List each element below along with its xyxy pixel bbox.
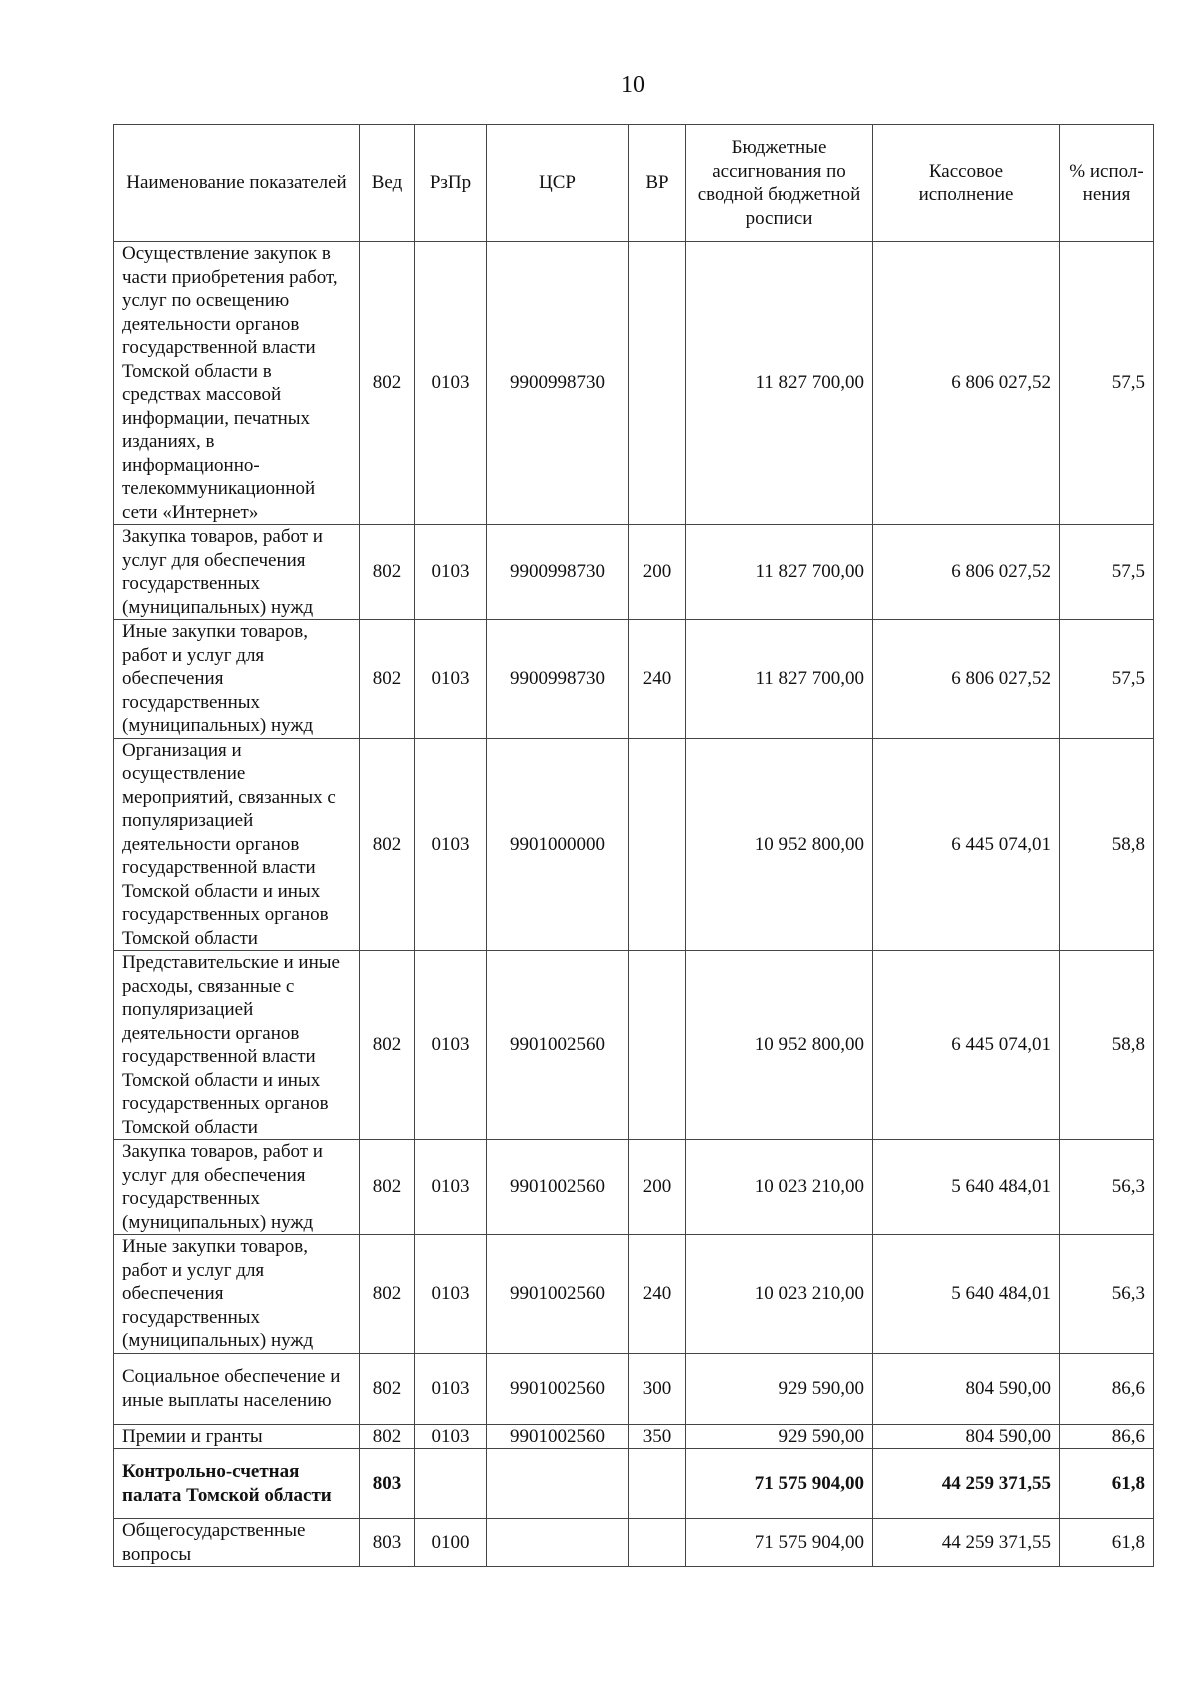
cell-assignments: 71 575 904,00	[686, 1519, 873, 1567]
table-row	[114, 242, 1154, 525]
cell-rzpr: 0103	[415, 242, 487, 525]
cell-vr: 240	[629, 1235, 686, 1354]
table-row	[114, 1449, 1154, 1519]
table-row	[114, 525, 1154, 620]
cell-rzpr: 0103	[415, 951, 487, 1140]
cell-assignments: 11 827 700,00	[686, 242, 873, 525]
cell-vr: 200	[629, 525, 686, 620]
table-row	[114, 738, 1154, 951]
cell-ved: 802	[360, 1140, 415, 1235]
header-rzpr: РзПр	[415, 125, 487, 242]
cell-percent: 57,5	[1060, 525, 1154, 620]
cell-cash-execution: 804 590,00	[873, 1353, 1060, 1424]
header-cash-execution: Кассовое исполнение	[873, 125, 1060, 242]
cell-percent: 86,6	[1060, 1353, 1154, 1424]
cell-ved: 803	[360, 1449, 415, 1519]
cell-cash-execution: 44 259 371,55	[873, 1449, 1060, 1519]
cell-vr	[629, 738, 686, 951]
cell-assignments: 929 590,00	[686, 1424, 873, 1449]
cell-cash-execution: 6 445 074,01	[873, 951, 1060, 1140]
cell-name: Закупка товаров, работ и услуг для обеспечения государственных (муниципальных) нужд	[114, 525, 360, 620]
header-vr: ВР	[629, 125, 686, 242]
table-row	[114, 1235, 1154, 1354]
table-row	[114, 1424, 1154, 1449]
budget-execution-table	[113, 124, 1154, 1567]
cell-ved: 802	[360, 620, 415, 739]
cell-csr: 9901000000	[487, 738, 629, 951]
cell-rzpr: 0103	[415, 1424, 487, 1449]
cell-cash-execution: 804 590,00	[873, 1424, 1060, 1449]
cell-name: Контрольно-счетная палата Томской области	[114, 1449, 360, 1519]
table-row	[114, 1519, 1154, 1567]
cell-percent: 61,8	[1060, 1519, 1154, 1567]
cell-vr: 300	[629, 1353, 686, 1424]
cell-name: Социальное обеспечение и иные выплаты населению	[114, 1353, 360, 1424]
cell-csr: 9900998730	[487, 620, 629, 739]
cell-assignments: 10 023 210,00	[686, 1140, 873, 1235]
cell-vr	[629, 951, 686, 1140]
cell-csr: 9900998730	[487, 242, 629, 525]
cell-cash-execution: 6 806 027,52	[873, 525, 1060, 620]
cell-rzpr: 0103	[415, 1235, 487, 1354]
cell-csr	[487, 1519, 629, 1567]
cell-assignments: 929 590,00	[686, 1353, 873, 1424]
cell-rzpr: 0103	[415, 1140, 487, 1235]
cell-csr: 9901002560	[487, 1235, 629, 1354]
cell-vr: 350	[629, 1424, 686, 1449]
cell-rzpr: 0103	[415, 1353, 487, 1424]
header-percent: % испол-нения	[1060, 125, 1154, 242]
cell-csr: 9901002560	[487, 1140, 629, 1235]
cell-csr: 9901002560	[487, 951, 629, 1140]
cell-percent: 86,6	[1060, 1424, 1154, 1449]
header-assignments: Бюджетные ассигнования по сводной бюджетной росписи	[686, 125, 873, 242]
cell-csr: 9901002560	[487, 1424, 629, 1449]
cell-cash-execution: 6 806 027,52	[873, 620, 1060, 739]
cell-percent: 56,3	[1060, 1235, 1154, 1354]
cell-csr	[487, 1449, 629, 1519]
cell-cash-execution: 6 806 027,52	[873, 242, 1060, 525]
cell-ved: 802	[360, 1424, 415, 1449]
cell-percent: 57,5	[1060, 620, 1154, 739]
cell-name: Иные закупки товаров, работ и услуг для обеспечения государственных (муниципальных) нужд	[114, 1235, 360, 1354]
cell-vr	[629, 242, 686, 525]
cell-ved: 802	[360, 525, 415, 620]
cell-cash-execution: 5 640 484,01	[873, 1140, 1060, 1235]
cell-percent: 61,8	[1060, 1449, 1154, 1519]
cell-cash-execution: 44 259 371,55	[873, 1519, 1060, 1567]
cell-vr	[629, 1449, 686, 1519]
cell-name: Организация и осуществление мероприятий, связанных с популяризацией деятельности органов государственной власти Томской области и иных государственных органов Томской области	[114, 738, 360, 951]
table-row	[114, 620, 1154, 739]
cell-assignments: 10 952 800,00	[686, 951, 873, 1140]
cell-name: Осуществление закупок в части приобретения работ, услуг по освещению деятельности органов государственной власти Томской области в средствах массовой информации, печатных изданиях, в информационно-телекоммуникационной сети «Интернет»	[114, 242, 360, 525]
cell-vr: 240	[629, 620, 686, 739]
table-row	[114, 1353, 1154, 1424]
cell-percent: 57,5	[1060, 242, 1154, 525]
page-number: 10	[621, 72, 645, 98]
cell-name: Иные закупки товаров, работ и услуг для обеспечения государственных (муниципальных) нужд	[114, 620, 360, 739]
header-ved: Вед	[360, 125, 415, 242]
header-name: Наименование показателей	[114, 125, 360, 242]
cell-percent: 58,8	[1060, 738, 1154, 951]
cell-ved: 802	[360, 1235, 415, 1354]
table-row	[114, 1140, 1154, 1235]
cell-percent: 58,8	[1060, 951, 1154, 1140]
header-csr: ЦСР	[487, 125, 629, 242]
cell-name: Общегосударственные вопросы	[114, 1519, 360, 1567]
cell-name: Премии и гранты	[114, 1424, 360, 1449]
cell-vr	[629, 1519, 686, 1567]
cell-name: Представительские и иные расходы, связанные с популяризацией деятельности органов государственной власти Томской области и иных государственных органов Томской области	[114, 951, 360, 1140]
table-header-row	[114, 125, 1154, 242]
cell-ved: 803	[360, 1519, 415, 1567]
cell-ved: 802	[360, 738, 415, 951]
cell-vr: 200	[629, 1140, 686, 1235]
cell-ved: 802	[360, 951, 415, 1140]
cell-rzpr	[415, 1449, 487, 1519]
cell-ved: 802	[360, 242, 415, 525]
table-row	[114, 951, 1154, 1140]
cell-assignments: 10 952 800,00	[686, 738, 873, 951]
cell-csr: 9900998730	[487, 525, 629, 620]
cell-percent: 56,3	[1060, 1140, 1154, 1235]
cell-assignments: 71 575 904,00	[686, 1449, 873, 1519]
cell-rzpr: 0100	[415, 1519, 487, 1567]
cell-csr: 9901002560	[487, 1353, 629, 1424]
cell-assignments: 11 827 700,00	[686, 525, 873, 620]
cell-rzpr: 0103	[415, 525, 487, 620]
cell-cash-execution: 5 640 484,01	[873, 1235, 1060, 1354]
cell-assignments: 11 827 700,00	[686, 620, 873, 739]
cell-rzpr: 0103	[415, 620, 487, 739]
cell-name: Закупка товаров, работ и услуг для обеспечения государственных (муниципальных) нужд	[114, 1140, 360, 1235]
cell-cash-execution: 6 445 074,01	[873, 738, 1060, 951]
cell-rzpr: 0103	[415, 738, 487, 951]
cell-assignments: 10 023 210,00	[686, 1235, 873, 1354]
cell-ved: 802	[360, 1353, 415, 1424]
